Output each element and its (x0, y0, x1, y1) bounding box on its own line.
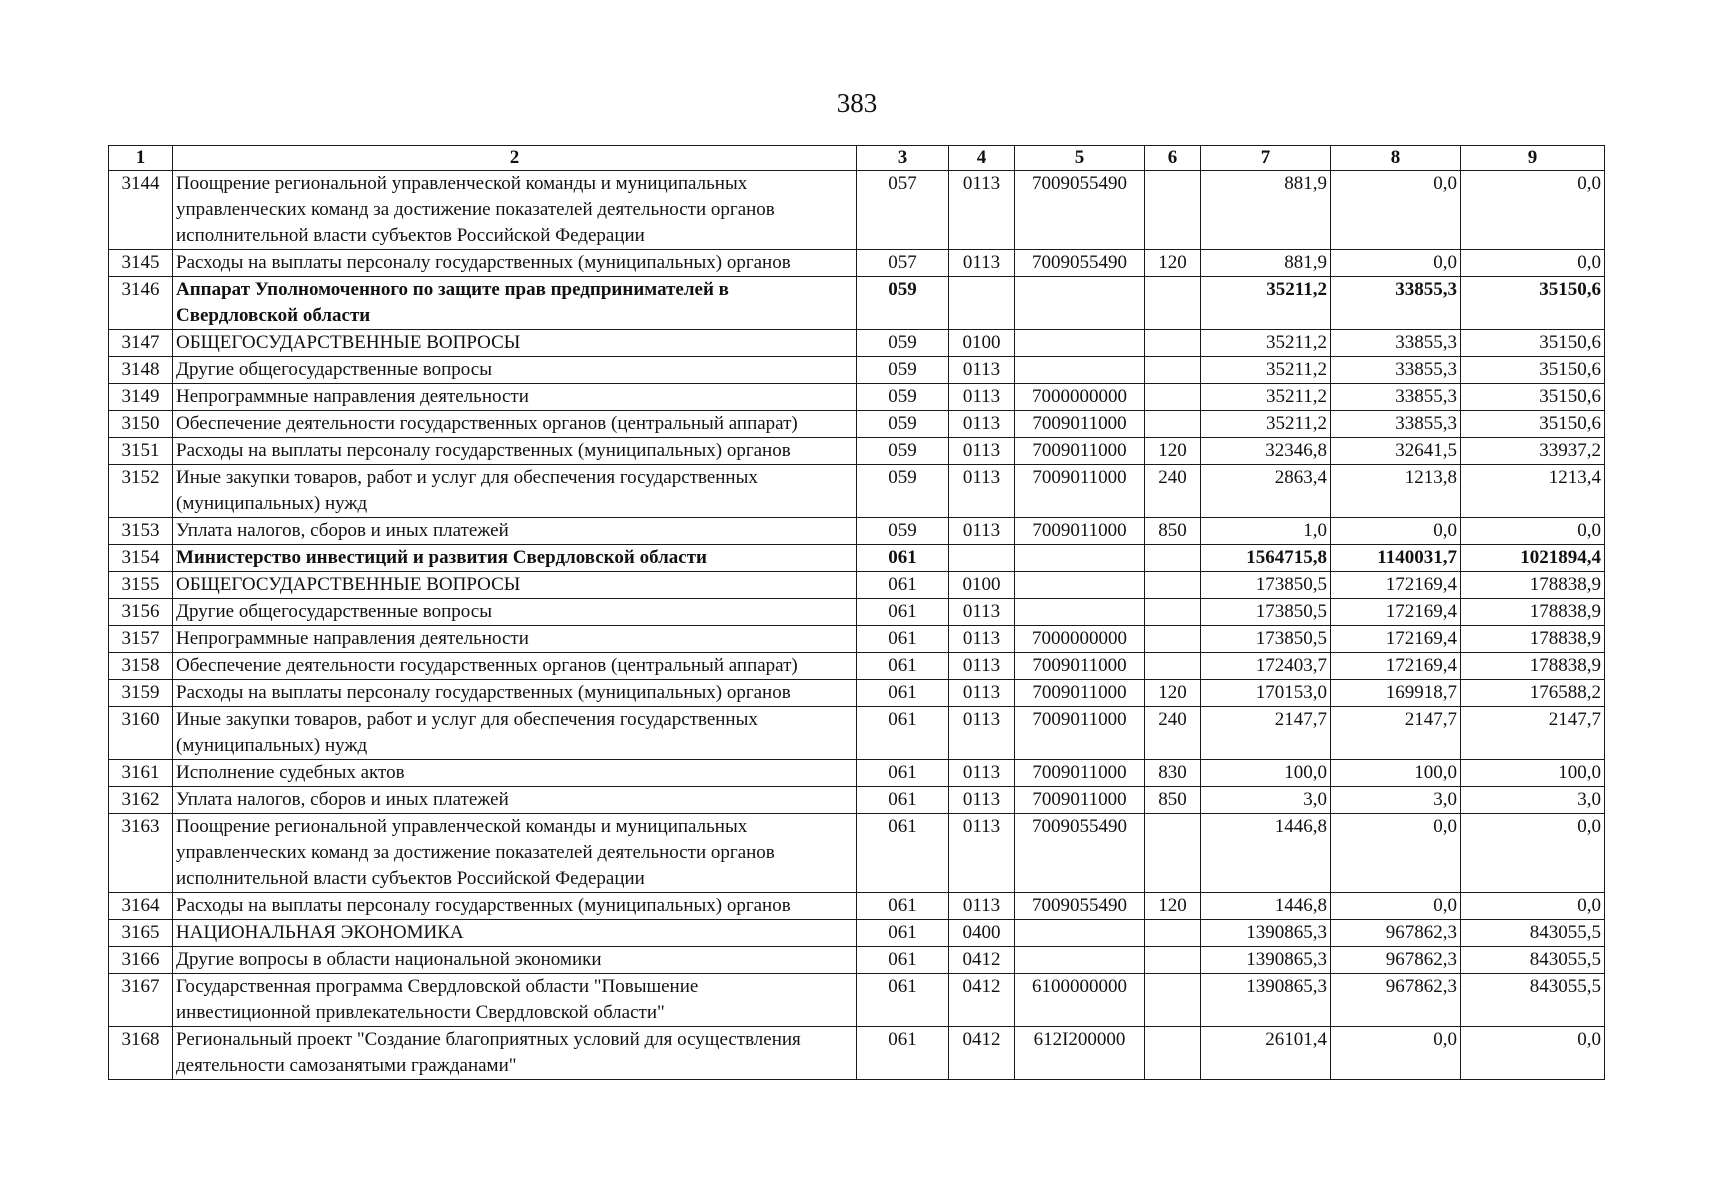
item-name: Поощрение региональной управленческой команды и муниципальных управленческих команд за достижение показателей деятельности органов исполнительной власти субъектов Российской Федерации (173, 814, 857, 893)
table-row (109, 599, 1605, 626)
row-number: 3146 (109, 277, 173, 330)
table-row (109, 518, 1605, 545)
amount-col7: 170153,0 (1201, 680, 1331, 707)
code-expense-type: 120 (1145, 893, 1201, 920)
amount-col8: 3,0 (1331, 787, 1461, 814)
amount-col8: 172169,4 (1331, 599, 1461, 626)
code-expense-type (1145, 920, 1201, 947)
amount-col9: 2147,7 (1461, 707, 1605, 760)
row-number: 3164 (109, 893, 173, 920)
header-cell: 8 (1331, 146, 1461, 171)
code-section: 0113 (949, 707, 1015, 760)
code-expense-type: 120 (1145, 250, 1201, 277)
table-row (109, 680, 1605, 707)
amount-col9: 178838,9 (1461, 599, 1605, 626)
code-target (1015, 920, 1145, 947)
code-ministry: 061 (857, 787, 949, 814)
code-target (1015, 277, 1145, 330)
header-cell: 9 (1461, 146, 1605, 171)
row-number: 3168 (109, 1027, 173, 1080)
amount-col9: 35150,6 (1461, 330, 1605, 357)
amount-col8: 2147,7 (1331, 707, 1461, 760)
item-name: Непрограммные направления деятельности (173, 626, 857, 653)
row-number: 3149 (109, 384, 173, 411)
code-target: 7009055490 (1015, 893, 1145, 920)
page-number: 383 (836, 88, 878, 118)
code-target: 7009011000 (1015, 787, 1145, 814)
amount-col9: 0,0 (1461, 1027, 1605, 1080)
table-row (109, 171, 1605, 250)
row-number: 3161 (109, 760, 173, 787)
code-expense-type (1145, 357, 1201, 384)
code-expense-type: 120 (1145, 438, 1201, 465)
table-row (109, 920, 1605, 947)
code-section: 0113 (949, 250, 1015, 277)
amount-col7: 26101,4 (1201, 1027, 1331, 1080)
amount-col7: 172403,7 (1201, 653, 1331, 680)
header-cell: 7 (1201, 146, 1331, 171)
amount-col9: 843055,5 (1461, 974, 1605, 1027)
table-body (109, 171, 1605, 1080)
code-section: 0100 (949, 330, 1015, 357)
amount-col8: 0,0 (1331, 518, 1461, 545)
amount-col9: 35150,6 (1461, 277, 1605, 330)
amount-col7: 173850,5 (1201, 599, 1331, 626)
amount-col7: 35211,2 (1201, 411, 1331, 438)
table-row (109, 572, 1605, 599)
row-number: 3162 (109, 787, 173, 814)
code-section: 0113 (949, 384, 1015, 411)
code-target: 7009011000 (1015, 518, 1145, 545)
row-number: 3150 (109, 411, 173, 438)
amount-col7: 1446,8 (1201, 893, 1331, 920)
row-number: 3147 (109, 330, 173, 357)
code-ministry: 061 (857, 1027, 949, 1080)
code-ministry: 061 (857, 974, 949, 1027)
code-expense-type: 850 (1145, 518, 1201, 545)
code-ministry: 059 (857, 384, 949, 411)
amount-col9: 33937,2 (1461, 438, 1605, 465)
amount-col7: 881,9 (1201, 171, 1331, 250)
amount-col8: 1140031,7 (1331, 545, 1461, 572)
table-row (109, 947, 1605, 974)
amount-col9: 0,0 (1461, 814, 1605, 893)
amount-col8: 172169,4 (1331, 653, 1461, 680)
amount-col9: 35150,6 (1461, 411, 1605, 438)
amount-col8: 32641,5 (1331, 438, 1461, 465)
row-number: 3153 (109, 518, 173, 545)
code-target: 7009011000 (1015, 411, 1145, 438)
table-row (109, 707, 1605, 760)
amount-col9: 1213,4 (1461, 465, 1605, 518)
item-name: Непрограммные направления деятельности (173, 384, 857, 411)
amount-col9: 1021894,4 (1461, 545, 1605, 572)
code-target: 7009011000 (1015, 653, 1145, 680)
code-target (1015, 572, 1145, 599)
table-row (109, 626, 1605, 653)
code-section: 0113 (949, 518, 1015, 545)
code-target (1015, 357, 1145, 384)
amount-col7: 1564715,8 (1201, 545, 1331, 572)
row-number: 3155 (109, 572, 173, 599)
amount-col9: 0,0 (1461, 518, 1605, 545)
row-number: 3148 (109, 357, 173, 384)
table-row (109, 277, 1605, 330)
code-section: 0412 (949, 1027, 1015, 1080)
code-ministry: 057 (857, 250, 949, 277)
amount-col8: 967862,3 (1331, 974, 1461, 1027)
amount-col8: 33855,3 (1331, 330, 1461, 357)
code-ministry: 061 (857, 814, 949, 893)
table-row (109, 1027, 1605, 1080)
code-ministry: 061 (857, 680, 949, 707)
code-target: 7009011000 (1015, 438, 1145, 465)
table-row (109, 814, 1605, 893)
amount-col8: 0,0 (1331, 814, 1461, 893)
code-section: 0400 (949, 920, 1015, 947)
item-name: Региональный проект "Создание благоприятных условий для осуществления деятельности самозанятыми гражданами" (173, 1027, 857, 1080)
row-number: 3167 (109, 974, 173, 1027)
amount-col9: 35150,6 (1461, 384, 1605, 411)
amount-col8: 0,0 (1331, 250, 1461, 277)
code-ministry: 059 (857, 357, 949, 384)
row-number: 3158 (109, 653, 173, 680)
code-ministry: 061 (857, 920, 949, 947)
row-number: 3144 (109, 171, 173, 250)
amount-col7: 1390865,3 (1201, 920, 1331, 947)
code-expense-type: 850 (1145, 787, 1201, 814)
code-ministry: 061 (857, 760, 949, 787)
code-expense-type (1145, 545, 1201, 572)
code-expense-type (1145, 1027, 1201, 1080)
amount-col8: 967862,3 (1331, 947, 1461, 974)
code-section: 0113 (949, 680, 1015, 707)
amount-col7: 173850,5 (1201, 626, 1331, 653)
item-name: Уплата налогов, сборов и иных платежей (173, 787, 857, 814)
code-expense-type (1145, 572, 1201, 599)
code-expense-type: 830 (1145, 760, 1201, 787)
item-name: Министерство инвестиций и развития Свердловской области (173, 545, 857, 572)
header-cell: 5 (1015, 146, 1145, 171)
amount-col9: 0,0 (1461, 171, 1605, 250)
code-section: 0412 (949, 974, 1015, 1027)
amount-col7: 2863,4 (1201, 465, 1331, 518)
code-section: 0113 (949, 760, 1015, 787)
code-expense-type (1145, 626, 1201, 653)
header-cell: 3 (857, 146, 949, 171)
code-section: 0113 (949, 357, 1015, 384)
code-target: 6100000000 (1015, 974, 1145, 1027)
code-target: 7009011000 (1015, 760, 1145, 787)
code-section: 0100 (949, 572, 1015, 599)
code-section: 0113 (949, 893, 1015, 920)
table-row (109, 653, 1605, 680)
code-expense-type (1145, 814, 1201, 893)
code-target (1015, 599, 1145, 626)
code-ministry: 059 (857, 518, 949, 545)
amount-col7: 32346,8 (1201, 438, 1331, 465)
table-row (109, 787, 1605, 814)
amount-col9: 0,0 (1461, 250, 1605, 277)
item-name: Обеспечение деятельности государственных органов (центральный аппарат) (173, 653, 857, 680)
code-expense-type (1145, 384, 1201, 411)
table-row (109, 760, 1605, 787)
code-target: 7009055490 (1015, 814, 1145, 893)
amount-col8: 172169,4 (1331, 572, 1461, 599)
table-row (109, 893, 1605, 920)
code-section: 0113 (949, 814, 1015, 893)
code-section: 0113 (949, 626, 1015, 653)
amount-col8: 33855,3 (1331, 384, 1461, 411)
item-name: Уплата налогов, сборов и иных платежей (173, 518, 857, 545)
row-number: 3160 (109, 707, 173, 760)
code-ministry: 061 (857, 572, 949, 599)
code-ministry: 061 (857, 947, 949, 974)
amount-col9: 176588,2 (1461, 680, 1605, 707)
item-name: Расходы на выплаты персоналу государственных (муниципальных) органов (173, 893, 857, 920)
code-ministry: 059 (857, 330, 949, 357)
code-section: 0412 (949, 947, 1015, 974)
item-name: НАЦИОНАЛЬНАЯ ЭКОНОМИКА (173, 920, 857, 947)
amount-col7: 1390865,3 (1201, 947, 1331, 974)
code-expense-type (1145, 411, 1201, 438)
code-section: 0113 (949, 653, 1015, 680)
amount-col7: 2147,7 (1201, 707, 1331, 760)
item-name: ОБЩЕГОСУДАРСТВЕННЫЕ ВОПРОСЫ (173, 330, 857, 357)
amount-col7: 35211,2 (1201, 384, 1331, 411)
code-expense-type: 240 (1145, 707, 1201, 760)
table-row (109, 465, 1605, 518)
code-expense-type: 120 (1145, 680, 1201, 707)
item-name: Исполнение судебных актов (173, 760, 857, 787)
code-section: 0113 (949, 599, 1015, 626)
code-target (1015, 330, 1145, 357)
table-row (109, 411, 1605, 438)
row-number: 3145 (109, 250, 173, 277)
amount-col9: 178838,9 (1461, 626, 1605, 653)
amount-col9: 100,0 (1461, 760, 1605, 787)
code-expense-type (1145, 171, 1201, 250)
code-section: 0113 (949, 787, 1015, 814)
amount-col7: 881,9 (1201, 250, 1331, 277)
item-name: Государственная программа Свердловской области "Повышение инвестиционной привлекательности Свердловской области" (173, 974, 857, 1027)
amount-col8: 1213,8 (1331, 465, 1461, 518)
row-number: 3163 (109, 814, 173, 893)
row-number: 3159 (109, 680, 173, 707)
amount-col7: 1390865,3 (1201, 974, 1331, 1027)
code-target: 7009011000 (1015, 680, 1145, 707)
code-ministry: 061 (857, 599, 949, 626)
amount-col7: 100,0 (1201, 760, 1331, 787)
code-target: 7009055490 (1015, 171, 1145, 250)
amount-col9: 178838,9 (1461, 572, 1605, 599)
code-section: 0113 (949, 465, 1015, 518)
item-name: Другие общегосударственные вопросы (173, 357, 857, 384)
header-cell: 6 (1145, 146, 1201, 171)
amount-col7: 1,0 (1201, 518, 1331, 545)
amount-col8: 33855,3 (1331, 277, 1461, 330)
item-name: Иные закупки товаров, работ и услуг для обеспечения государственных (муниципальных) нужд (173, 465, 857, 518)
amount-col9: 3,0 (1461, 787, 1605, 814)
amount-col8: 100,0 (1331, 760, 1461, 787)
header-row (109, 146, 1605, 171)
code-target: 7009055490 (1015, 250, 1145, 277)
code-target: 7009011000 (1015, 465, 1145, 518)
item-name: Аппарат Уполномоченного по защите прав предпринимателей в Свердловской области (173, 277, 857, 330)
header-cell: 1 (109, 146, 173, 171)
row-number: 3166 (109, 947, 173, 974)
table-row (109, 545, 1605, 572)
code-expense-type: 240 (1145, 465, 1201, 518)
table-row (109, 357, 1605, 384)
amount-col8: 33855,3 (1331, 411, 1461, 438)
code-target: 7009011000 (1015, 707, 1145, 760)
amount-col8: 33855,3 (1331, 357, 1461, 384)
code-ministry: 059 (857, 465, 949, 518)
row-number: 3165 (109, 920, 173, 947)
code-section: 0113 (949, 438, 1015, 465)
code-target (1015, 947, 1145, 974)
item-name: Обеспечение деятельности государственных органов (центральный аппарат) (173, 411, 857, 438)
row-number: 3152 (109, 465, 173, 518)
code-expense-type (1145, 947, 1201, 974)
amount-col9: 178838,9 (1461, 653, 1605, 680)
item-name: ОБЩЕГОСУДАРСТВЕННЫЕ ВОПРОСЫ (173, 572, 857, 599)
amount-col8: 169918,7 (1331, 680, 1461, 707)
item-name: Расходы на выплаты персоналу государственных (муниципальных) органов (173, 680, 857, 707)
code-section (949, 277, 1015, 330)
amount-col8: 0,0 (1331, 171, 1461, 250)
code-ministry: 061 (857, 653, 949, 680)
item-name: Поощрение региональной управленческой команды и муниципальных управленческих команд за достижение показателей деятельности органов исполнительной власти субъектов Российской Федерации (173, 171, 857, 250)
amount-col9: 0,0 (1461, 893, 1605, 920)
table-row (109, 330, 1605, 357)
amount-col7: 35211,2 (1201, 357, 1331, 384)
code-section (949, 545, 1015, 572)
code-ministry: 061 (857, 893, 949, 920)
code-target (1015, 545, 1145, 572)
code-target: 7000000000 (1015, 384, 1145, 411)
code-ministry: 059 (857, 411, 949, 438)
code-target: 7000000000 (1015, 626, 1145, 653)
table-row (109, 438, 1605, 465)
row-number: 3151 (109, 438, 173, 465)
row-number: 3156 (109, 599, 173, 626)
amount-col8: 0,0 (1331, 1027, 1461, 1080)
amount-col9: 35150,6 (1461, 357, 1605, 384)
item-name: Расходы на выплаты персоналу государственных (муниципальных) органов (173, 438, 857, 465)
code-ministry: 057 (857, 171, 949, 250)
code-expense-type (1145, 277, 1201, 330)
table-row (109, 384, 1605, 411)
row-number: 3154 (109, 545, 173, 572)
item-name: Другие общегосударственные вопросы (173, 599, 857, 626)
code-expense-type (1145, 599, 1201, 626)
amount-col7: 173850,5 (1201, 572, 1331, 599)
code-ministry: 061 (857, 626, 949, 653)
amount-col9: 843055,5 (1461, 947, 1605, 974)
amount-col7: 35211,2 (1201, 330, 1331, 357)
row-number: 3157 (109, 626, 173, 653)
item-name: Расходы на выплаты персоналу государственных (муниципальных) органов (173, 250, 857, 277)
code-expense-type (1145, 330, 1201, 357)
header-cell: 4 (949, 146, 1015, 171)
code-ministry: 061 (857, 707, 949, 760)
amount-col7: 3,0 (1201, 787, 1331, 814)
table-row (109, 974, 1605, 1027)
amount-col8: 172169,4 (1331, 626, 1461, 653)
amount-col7: 1446,8 (1201, 814, 1331, 893)
code-expense-type (1145, 653, 1201, 680)
code-ministry: 059 (857, 277, 949, 330)
amount-col7: 35211,2 (1201, 277, 1331, 330)
item-name: Иные закупки товаров, работ и услуг для обеспечения государственных (муниципальных) нужд (173, 707, 857, 760)
amount-col8: 967862,3 (1331, 920, 1461, 947)
header-cell: 2 (173, 146, 857, 171)
amount-col9: 843055,5 (1461, 920, 1605, 947)
item-name: Другие вопросы в области национальной экономики (173, 947, 857, 974)
code-expense-type (1145, 974, 1201, 1027)
code-ministry: 059 (857, 438, 949, 465)
amount-col8: 0,0 (1331, 893, 1461, 920)
table-row (109, 250, 1605, 277)
code-ministry: 061 (857, 545, 949, 572)
code-section: 0113 (949, 411, 1015, 438)
code-section: 0113 (949, 171, 1015, 250)
code-target: 612I200000 (1015, 1027, 1145, 1080)
budget-table (108, 145, 1605, 1080)
